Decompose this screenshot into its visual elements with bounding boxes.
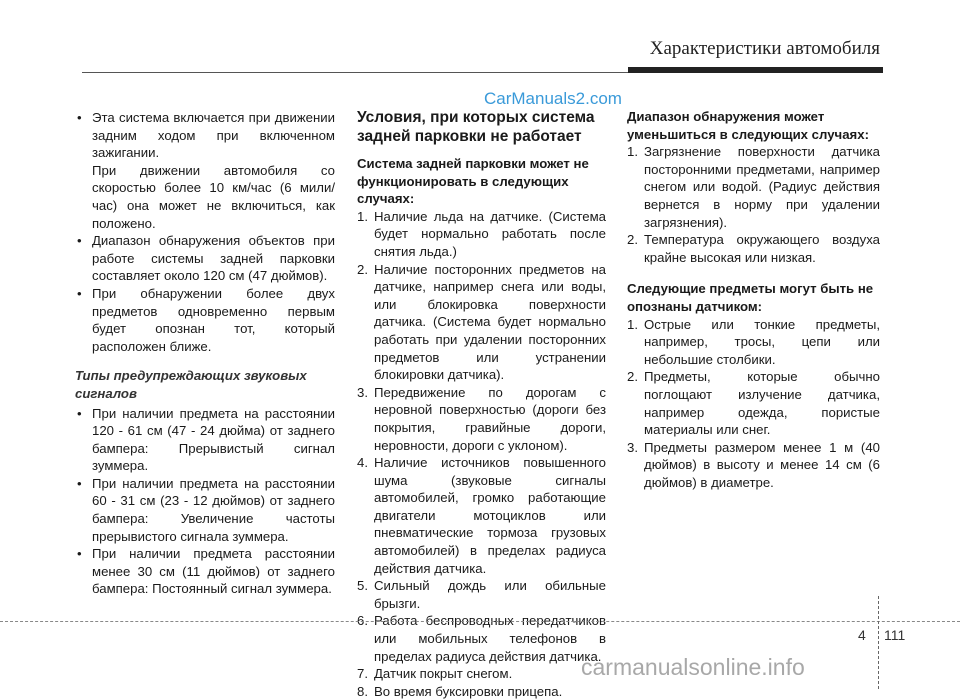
chapter-number: 4 (858, 627, 866, 643)
list-item: 8. Во время буксировки прицепа. (357, 683, 563, 699)
list-item: 6. Работа беспроводных передатчиков или мобильных телефонов в пределах радиуса действия датчика. (357, 613, 606, 664)
watermark-top[interactable]: CarManuals2.com (484, 89, 622, 108)
section-subheading: Диапазон обнаружения может уменьшиться в следующих случаях: (627, 109, 869, 142)
numbered-list (357, 208, 606, 700)
watermark-bottom[interactable]: carmanualsonline.info (581, 654, 805, 680)
bullet-list-top-cont (75, 232, 335, 355)
list-item: • При наличии предмета расстоянии менее 30 см (11 дюймов) от заднего бампера: Постоянный сигнал зуммера. (75, 545, 335, 598)
section-heading: Условия, при которых система задней парковки не работает (357, 109, 595, 145)
list-item: 2. Наличие посторонних предметов на датчике, например снега или воды, или блокировка поверхности датчика. (Система будет нормально работать при удалении посторонних предметов или устранении блокировки датчика). (357, 261, 606, 383)
list-item: 1. Острые или тонкие предметы, например, тросы, цепи или небольшие столбики. (627, 316, 880, 367)
list-item: • При наличии предмета на расстоянии 120 - 61 см (47 - 24 дюйма) от заднего бампера: Прерывистый сигнал зуммера. (75, 405, 335, 475)
paragraph: При движении автомобиля со скоростью более 10 км/час (6 мили/час) она может не включиться, как положено. (92, 162, 335, 231)
numbered-list (627, 143, 880, 266)
column-middle (357, 108, 606, 700)
list-item: • Эта система включается при движении задним ходом при включенном зажигании. (75, 109, 335, 162)
numbered-list (627, 316, 880, 492)
column-left (75, 109, 335, 598)
list-item: 2. Температура окружающего воздуха крайне высокая или низкая. (627, 232, 880, 265)
list-item: 5. Сильный дождь или обильные брызги. (357, 578, 606, 611)
bullet-list-bottom (75, 405, 335, 599)
page-number: 111 (884, 627, 906, 643)
bullet-list-top (75, 109, 335, 162)
header-rule (82, 72, 628, 73)
section-subheading: Следующие предметы могут быть не опознаны датчиком: (627, 281, 874, 314)
list-item: 1. Наличие льда на датчике. (Система будет нормально работать после снятия льда.) (357, 208, 606, 259)
list-item: • При обнаружении более двух предметов одновременно первым будет опознан тот, который расположен ближе. (75, 285, 335, 355)
list-item: 3. Передвижение по дорогам с неровной поверхностью (дороги без покрытия, гравийные дороги, неровности, дороги с уклоном). (357, 384, 606, 453)
list-item: • Диапазон обнаружения объектов при работе системы задней парковки составляет около 120 см (47 дюймов). (75, 232, 335, 285)
list-item: • При наличии предмета на расстоянии 60 - 31 см (23 - 12 дюймов) от заднего бампера: Увеличение частоты прерывистого сигнала зуммера. (75, 475, 335, 545)
list-item: 1. Загрязнение поверхности датчика посторонними предметами, например снегом или водой. (Радиус действия вернется в норму при удалении загрязнения). (627, 144, 880, 230)
section-subheading: Типы предупреждающих звуковых сигналов (75, 368, 307, 401)
section-subheading: Система задней парковки может не функционировать в следующих случаях: (357, 156, 589, 207)
header-rule-bar (628, 67, 883, 73)
list-item: 4. Наличие источников повышенного шума (звуковые сигналы автомобилей, громко работающие двигатели мотоциклов или пневматические тормоза грузовых автомобилей) в пределах радиуса действия датчика. (357, 455, 606, 576)
footer-crop-mark (878, 596, 879, 689)
footer-divider (0, 621, 960, 622)
list-item: 3. Предметы размером менее 1 м (40 дюймов) в высоту и менее 14 см (6 дюймов) в диаметре. (627, 439, 880, 490)
list-item: 2. Предметы, которые обычно поглощают излучение датчика, например одежда, пористые материалы или снег. (627, 369, 880, 438)
page-header-title: Характеристики автомобиля (649, 38, 880, 59)
column-right (627, 108, 880, 491)
list-item: 7. Датчик покрыт снегом. (357, 666, 513, 682)
